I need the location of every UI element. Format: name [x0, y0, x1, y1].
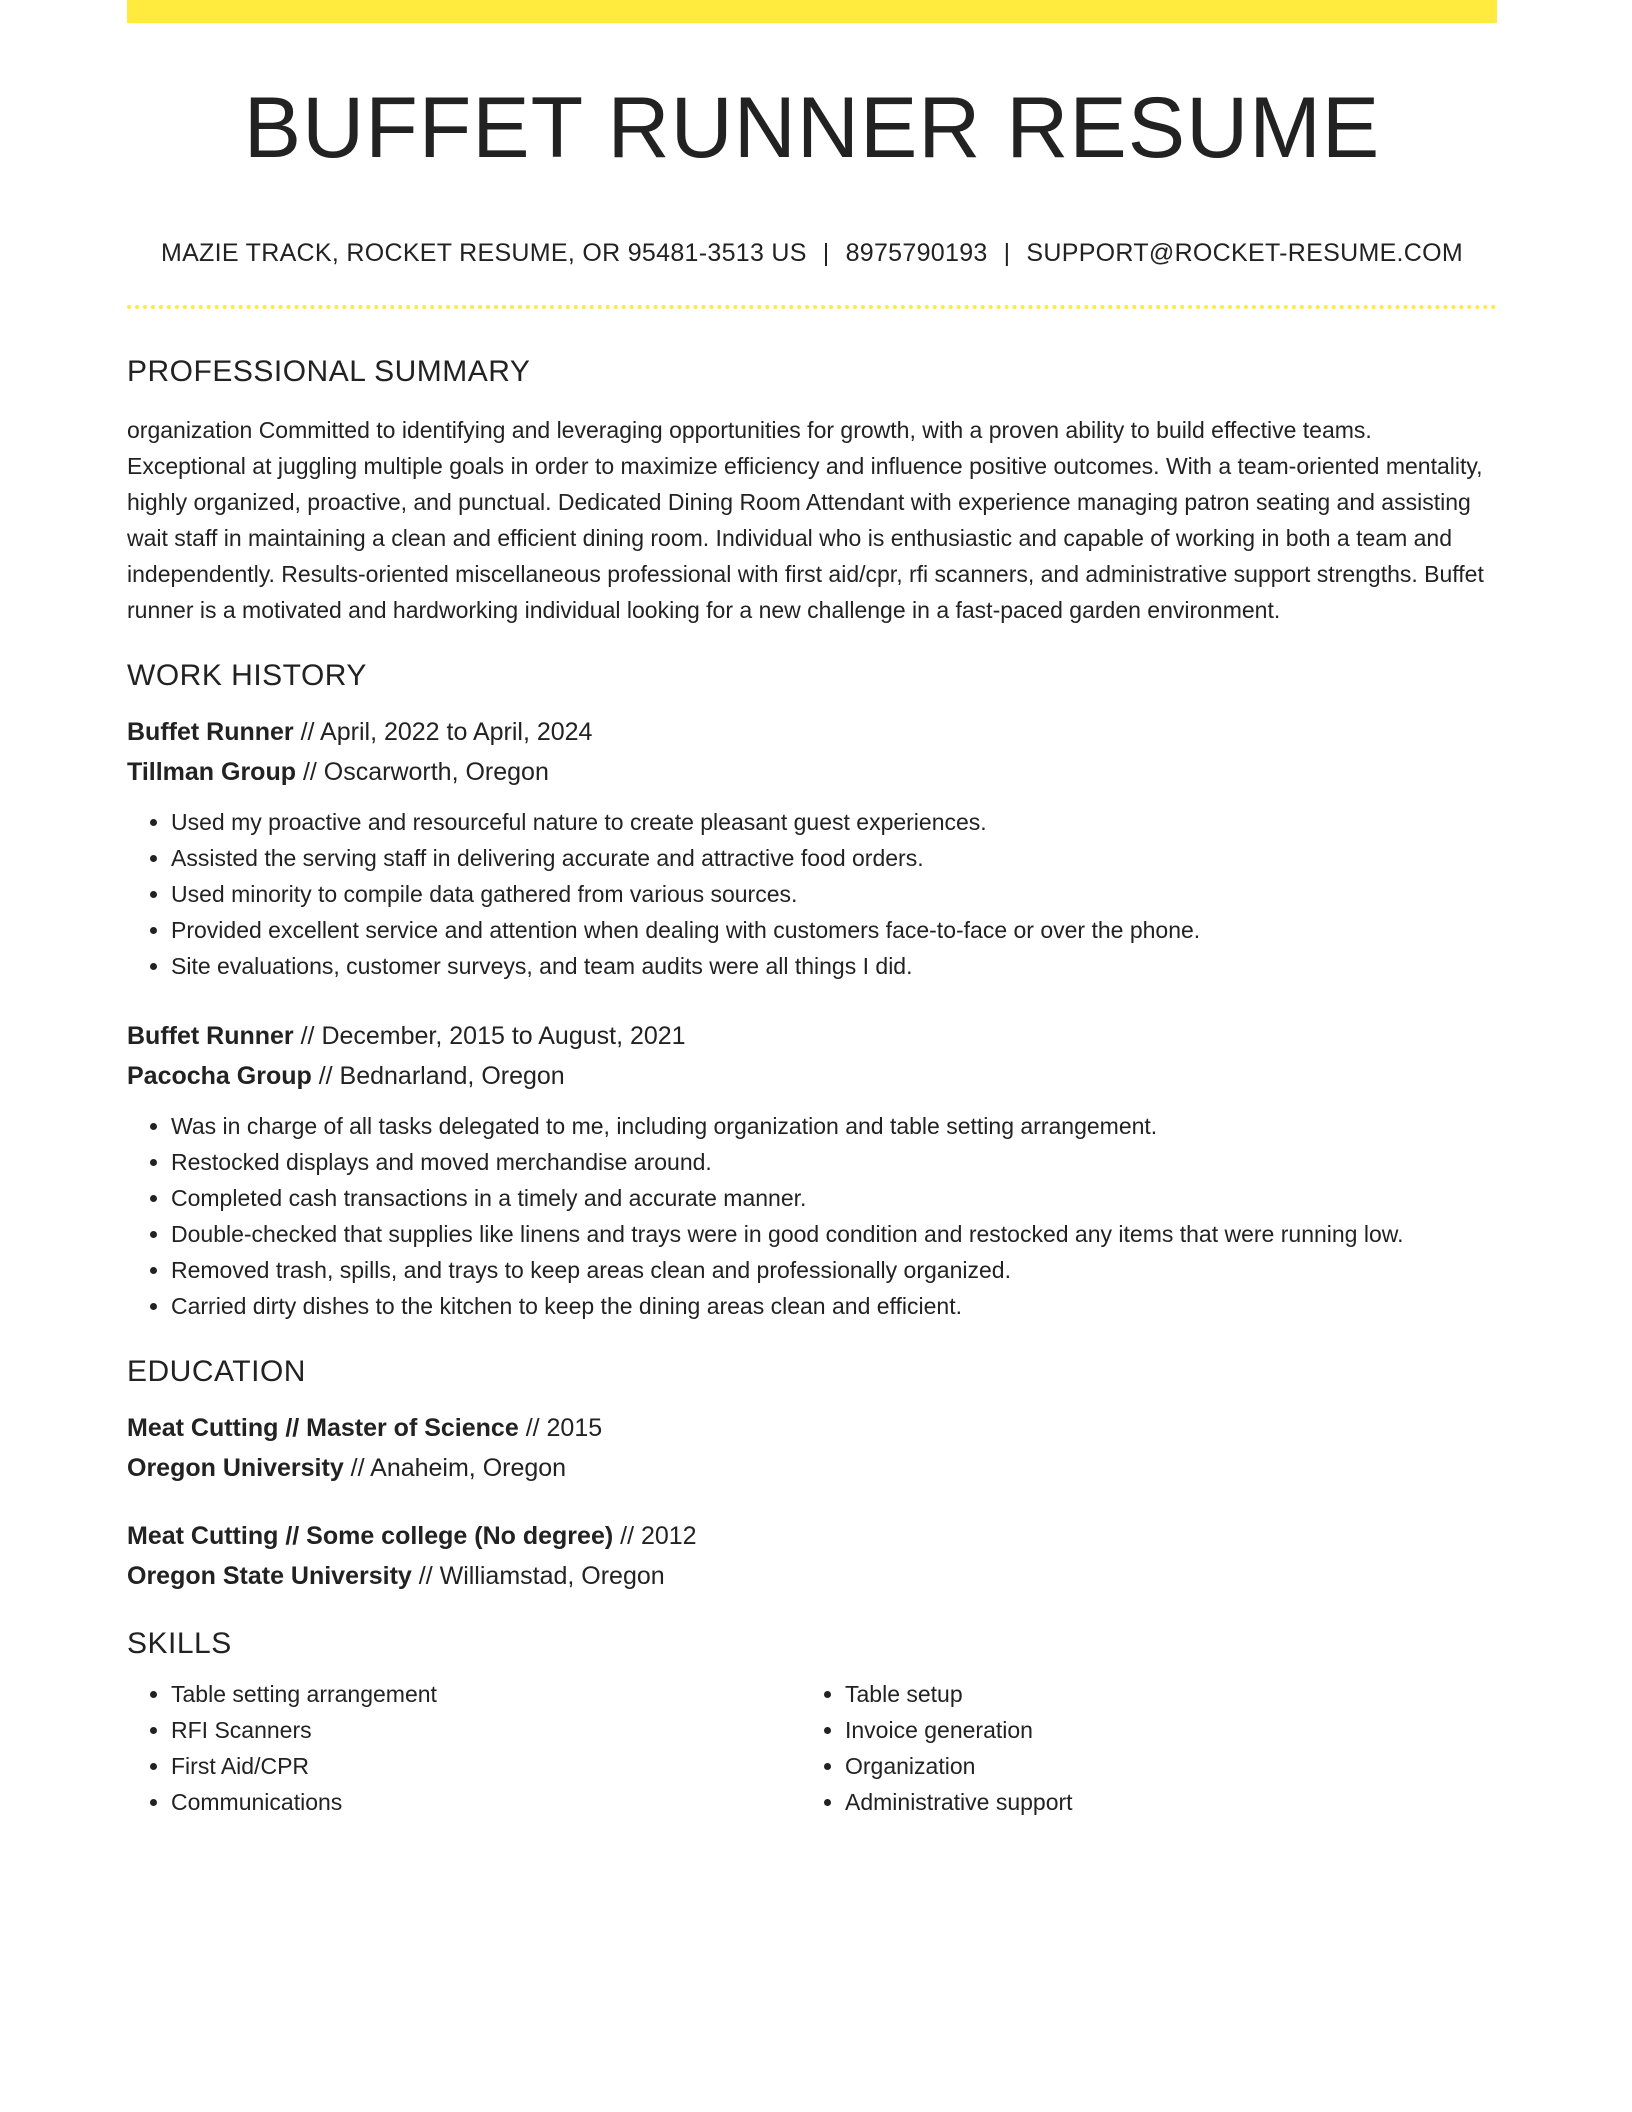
skills-list-left	[127, 1676, 801, 1820]
job-company-line	[127, 1056, 1497, 1096]
list-item: • Double-checked that supplies like linens and trays were in good condition and restocked any items that were running low.	[171, 1216, 1497, 1252]
summary-text: organization Committed to identifying and leveraging opportunities for growth, with a proven ability to build effective teams. Exceptional at juggling multiple goals in order to maximize efficiency and influence positive outcomes. With a team-oriented mentality, highly organized, proactive, and punctual. Dedicated Dining Room Attendant with experience managing patron seating and assisting wait staff in maintaining a clean and efficient dining room. Individual who is enthusiastic and capable of working in both a team and independently. Results-oriented miscellaneous professional with first aid/cpr, rfi scanners, and administrative support strengths. Buffet runner is a motivated and hardworking individual looking for a new challenge in a fast-paced garden environment.	[127, 417, 1484, 623]
contact-separator: |	[822, 239, 830, 267]
list-item: • Table setting arrangement	[171, 1676, 801, 1712]
job-title-line	[127, 1016, 1497, 1056]
list-item: • Administrative support	[845, 1784, 1475, 1820]
list-item: • Removed trash, spills, and trays to keep areas clean and professionally organized.	[171, 1252, 1497, 1288]
list-item: • Completed cash transactions in a timely and accurate manner.	[171, 1180, 1497, 1216]
list-item: • Communications	[171, 1784, 801, 1820]
job-entry	[127, 712, 1497, 984]
education-section	[127, 1352, 1497, 1596]
accent-top-bar	[127, 0, 1497, 23]
list-item: • Used my proactive and resourceful nature to create pleasant guest experiences.	[171, 804, 1497, 840]
job-location: // Oscarworth, Oregon	[296, 758, 549, 786]
list-item: • Organization	[845, 1748, 1475, 1784]
education-degree-line	[127, 1516, 1497, 1556]
job-title: Buffet Runner	[127, 718, 294, 746]
education-degree: Meat Cutting // Master of Science	[127, 1414, 519, 1442]
education-school: Oregon State University	[127, 1562, 412, 1590]
job-bullets	[127, 1108, 1497, 1324]
skills-columns	[127, 1676, 1497, 1820]
list-item: • Provided excellent service and attention when dealing with customers face-to-face or over the phone.	[171, 912, 1497, 948]
skills-list-right	[801, 1676, 1475, 1820]
list-item: • Site evaluations, customer surveys, and team audits were all things I did.	[171, 948, 1497, 984]
dotted-divider	[127, 305, 1497, 309]
contact-phone: 8975790193	[845, 239, 988, 267]
education-year: // 2012	[613, 1522, 697, 1550]
job-title: Buffet Runner	[127, 1022, 294, 1050]
job-dates: // April, 2022 to April, 2024	[293, 718, 593, 746]
education-heading: EDUCATION	[127, 1355, 306, 1388]
list-item: • Table setup	[845, 1676, 1475, 1712]
education-entry	[127, 1516, 1497, 1596]
contact-email: SUPPORT@ROCKET-RESUME.COM	[1026, 239, 1464, 267]
list-item: • Was in charge of all tasks delegated to me, including organization and table setting arrangement.	[171, 1108, 1497, 1144]
list-item: • RFI Scanners	[171, 1712, 801, 1748]
summary-heading: PROFESSIONAL SUMMARY	[127, 355, 531, 388]
education-school-line	[127, 1448, 1497, 1488]
skills-heading: SKILLS	[127, 1627, 232, 1660]
education-school: Oregon University	[127, 1454, 344, 1482]
list-item: • Restocked displays and moved merchandise around.	[171, 1144, 1497, 1180]
skills-section	[127, 1624, 1497, 1820]
contact-address: MAZIE TRACK, ROCKET RESUME, OR 95481-3513 US	[160, 239, 807, 267]
education-year: // 2015	[518, 1414, 603, 1442]
list-item: • First Aid/CPR	[171, 1748, 801, 1784]
resume-content	[127, 352, 1497, 1820]
job-dates: // December, 2015 to August, 2021	[293, 1022, 686, 1050]
job-company: Pacocha Group	[127, 1062, 312, 1090]
job-title-line	[127, 712, 1497, 752]
work-history-section	[127, 656, 1497, 1324]
summary-section	[127, 352, 1497, 628]
education-degree: Meat Cutting // Some college (No degree)	[127, 1522, 614, 1550]
work-history-heading: WORK HISTORY	[127, 659, 367, 692]
job-location: // Bednarland, Oregon	[311, 1062, 565, 1090]
job-company-line	[127, 752, 1497, 792]
list-item: • Assisted the serving staff in delivering accurate and attractive food orders.	[171, 840, 1497, 876]
list-item: • Used minority to compile data gathered from various sources.	[171, 876, 1497, 912]
education-school-line	[127, 1556, 1497, 1596]
contact-line	[127, 236, 1497, 270]
list-item: • Carried dirty dishes to the kitchen to keep the dining areas clean and efficient.	[171, 1288, 1497, 1324]
education-location: // Anaheim, Oregon	[343, 1454, 567, 1482]
job-entry	[127, 1016, 1497, 1324]
contact-separator: |	[1003, 239, 1011, 267]
job-company: Tillman Group	[127, 758, 296, 786]
education-degree-line	[127, 1408, 1497, 1448]
job-bullets	[127, 804, 1497, 984]
education-entry	[127, 1408, 1497, 1488]
list-item: • Invoice generation	[845, 1712, 1475, 1748]
resume-title: BUFFET RUNNER RESUME	[243, 80, 1381, 176]
education-location: // Williamstad, Oregon	[411, 1562, 665, 1590]
